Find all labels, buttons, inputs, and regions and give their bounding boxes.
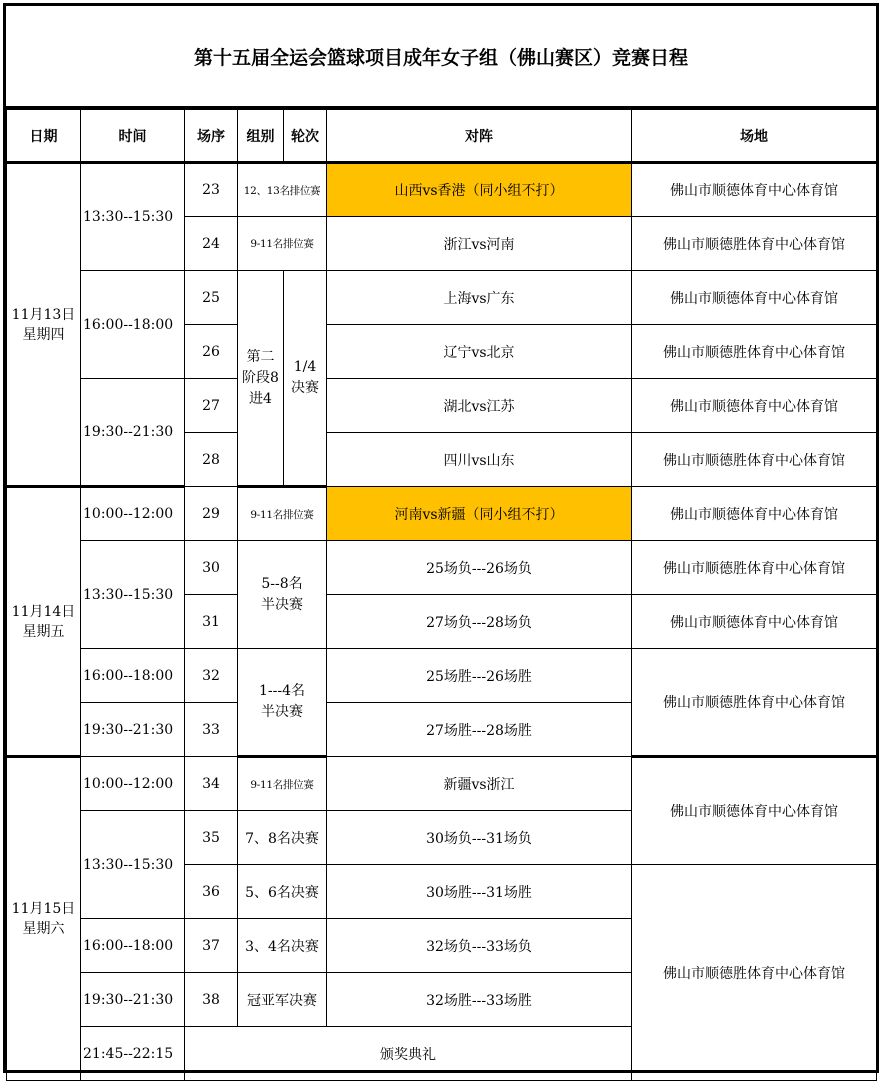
game-no: 36 — [185, 865, 238, 919]
group-cell: 冠亚军决赛 — [238, 973, 327, 1027]
group-cell: 5--8名半决赛 — [238, 541, 327, 649]
table-row — [7, 541, 877, 595]
venue-cell: 佛山市顺德体育中心体育馆 — [632, 379, 877, 433]
matchup-cell: 新疆vs浙江 — [327, 757, 632, 811]
game-no: 23 — [185, 163, 238, 217]
time-cell: 16:00--18:00 — [81, 649, 185, 703]
game-no: 28 — [185, 433, 238, 487]
matchup-cell: 30场负---31场负 — [327, 811, 632, 865]
day-cell — [7, 163, 81, 487]
header-time: 时间 — [81, 110, 185, 163]
venue-cell: 佛山市顺德体育中心体育馆 — [632, 757, 877, 865]
group-cell: 5、6名决赛 — [238, 865, 327, 919]
time-cell: 10:00--12:00 — [81, 757, 185, 811]
group-cell: 9-11名排位赛 — [238, 487, 327, 541]
day-cell — [7, 487, 81, 757]
group-cell: 7、8名决赛 — [238, 811, 327, 865]
day-date: 11月13日 — [11, 306, 76, 323]
time-cell: 21:45--22:15 — [81, 1027, 185, 1081]
game-no: 25 — [185, 271, 238, 325]
header-game-no: 场序 — [185, 110, 238, 163]
day-date: 11月14日 — [11, 603, 76, 620]
time-cell: 16:00--18:00 — [81, 271, 185, 379]
game-no: 37 — [185, 919, 238, 973]
venue-cell: 佛山市顺德胜体育中心体育馆 — [632, 865, 877, 1081]
header-round: 轮次 — [284, 110, 327, 163]
venue-cell: 佛山市顺德胜体育中心体育馆 — [632, 433, 877, 487]
game-no: 24 — [185, 217, 238, 271]
game-no: 31 — [185, 595, 238, 649]
venue-cell: 佛山市顺德体育中心体育馆 — [632, 487, 877, 541]
schedule-table — [6, 109, 877, 1081]
time-cell: 13:30--15:30 — [81, 163, 185, 271]
group-cell: 9-11名排位赛 — [238, 217, 327, 271]
header-group: 组别 — [238, 110, 284, 163]
time-cell: 19:30--21:30 — [81, 973, 185, 1027]
matchup-cell: 32场负---33场负 — [327, 919, 632, 973]
day-date: 11月15日 — [11, 901, 76, 917]
venue-cell: 佛山市顺德胜体育中心体育馆 — [632, 217, 877, 271]
time-cell: 10:00--12:00 — [81, 487, 185, 541]
group-cell: 第二阶段8进4 — [238, 271, 284, 487]
time-cell: 19:30--21:30 — [81, 703, 185, 757]
matchup-cell: 27场负---28场负 — [327, 595, 632, 649]
time-cell: 13:30--15:30 — [81, 541, 185, 649]
matchup-cell: 上海vs广东 — [327, 271, 632, 325]
header-row — [7, 110, 877, 163]
day-weekday: 星期五 — [22, 623, 65, 640]
group-cell: 3、4名决赛 — [238, 919, 327, 973]
group-cell: 12、13名排位赛 — [238, 163, 327, 217]
game-no: 30 — [185, 541, 238, 595]
matchup-cell: 25场胜---26场胜 — [327, 649, 632, 703]
table-row — [7, 163, 877, 217]
time-cell: 16:00--18:00 — [81, 919, 185, 973]
matchup-cell: 32场胜---33场胜 — [327, 973, 632, 1027]
game-no: 26 — [185, 325, 238, 379]
table-row — [7, 487, 877, 541]
round-cell: 1/4决赛 — [284, 271, 327, 487]
table-row — [7, 757, 877, 811]
page-title: 第十五届全运会篮球项目成年女子组（佛山赛区）竞赛日程 — [6, 6, 876, 109]
time-cell: 19:30--21:30 — [81, 379, 185, 487]
ceremony-cell: 颁奖典礼 — [185, 1027, 632, 1081]
group-cell: 9-11名排位赛 — [238, 757, 327, 811]
game-no: 35 — [185, 811, 238, 865]
header-venue: 场地 — [632, 110, 877, 163]
table-row — [7, 649, 877, 703]
game-no: 38 — [185, 973, 238, 1027]
table-row — [7, 379, 877, 433]
venue-cell: 佛山市顺德体育中心体育馆 — [632, 595, 877, 649]
header-date: 日期 — [7, 110, 81, 163]
day-weekday: 星期四 — [22, 326, 65, 343]
game-no: 33 — [185, 703, 238, 757]
venue-cell: 佛山市顺德胜体育中心体育馆 — [632, 325, 877, 379]
matchup-cell: 27场胜---28场胜 — [327, 703, 632, 757]
day-weekday: 星期六 — [22, 921, 65, 937]
game-no: 32 — [185, 649, 238, 703]
matchup-cell: 湖北vs江苏 — [327, 379, 632, 433]
header-matchup: 对阵 — [327, 110, 632, 163]
venue-cell: 佛山市顺德胜体育中心体育馆 — [632, 649, 877, 757]
day-cell — [7, 757, 81, 1081]
matchup-cell: 辽宁vs北京 — [327, 325, 632, 379]
game-no: 27 — [185, 379, 238, 433]
venue-cell: 佛山市顺德体育中心体育馆 — [632, 271, 877, 325]
group-cell: 1---4名半决赛 — [238, 649, 327, 757]
matchup-cell: 30场胜---31场胜 — [327, 865, 632, 919]
matchup-cell: 浙江vs河南 — [327, 217, 632, 271]
matchup-cell: 四川vs山东 — [327, 433, 632, 487]
table-row — [7, 271, 877, 325]
matchup-cell: 25场负---26场负 — [327, 541, 632, 595]
matchup-cell: 河南vs新疆（同小组不打） — [327, 487, 632, 541]
time-cell: 13:30--15:30 — [81, 811, 185, 919]
schedule-sheet — [3, 3, 879, 1073]
game-no: 29 — [185, 487, 238, 541]
venue-cell: 佛山市顺德胜体育中心体育馆 — [632, 541, 877, 595]
game-no: 34 — [185, 757, 238, 811]
venue-cell: 佛山市顺德体育中心体育馆 — [632, 163, 877, 217]
matchup-cell: 山西vs香港（同小组不打） — [327, 163, 632, 217]
